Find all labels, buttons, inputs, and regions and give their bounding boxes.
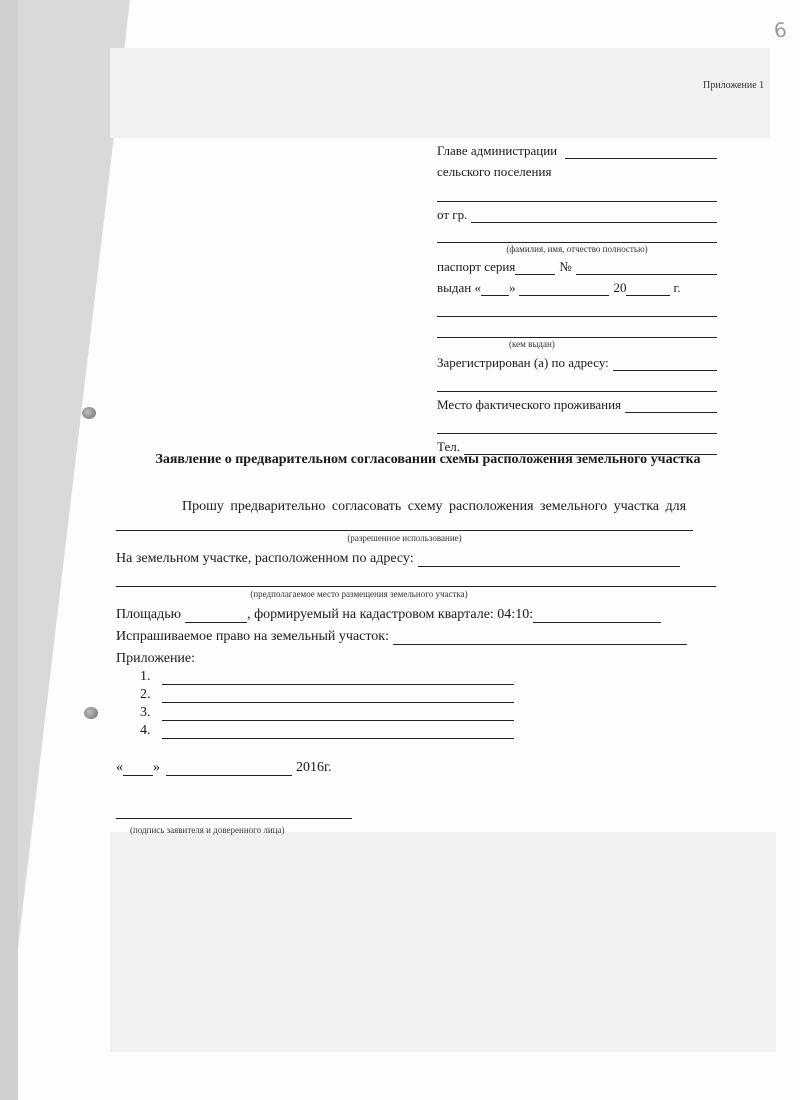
area-field[interactable] — [185, 610, 247, 623]
appendix-label: Приложение 1 — [703, 80, 765, 91]
settlement-name-field[interactable] — [565, 146, 717, 159]
located-address-field[interactable] — [418, 554, 680, 567]
permitted-use-field[interactable] — [116, 518, 693, 531]
settlement-line — [437, 159, 717, 180]
placement-line — [116, 567, 772, 587]
quarter-label: , формируемый на кадастровом квартале: 04:10: — [247, 607, 534, 622]
attachment-field[interactable] — [162, 672, 514, 685]
attachment-number: 2. — [140, 687, 151, 702]
attachment-item — [140, 667, 772, 685]
area-label: Площадью — [116, 607, 182, 622]
year-suffix: г. — [673, 280, 681, 295]
attachment-field[interactable] — [162, 726, 514, 739]
blank-line-1 — [437, 180, 717, 202]
attachment-heading-line — [116, 645, 772, 667]
document-title: Заявление о предварительном согласовании схемы расположения земельного участка — [155, 452, 701, 467]
attachment-item — [140, 685, 772, 703]
applicant-name-field[interactable] — [471, 210, 717, 223]
issued-by-line-2 — [437, 317, 717, 338]
permitted-use-caption: (разрешенное использование) — [347, 533, 462, 543]
from-line — [437, 202, 717, 223]
residence-line-2 — [437, 413, 717, 434]
attachment-item — [140, 703, 772, 721]
issued-label: выдан « — [437, 280, 481, 295]
right-line — [116, 623, 772, 645]
permitted-use-line — [116, 515, 772, 531]
attachment-field[interactable] — [162, 690, 514, 703]
residence-line — [437, 392, 717, 413]
punch-hole-lower — [84, 707, 98, 719]
phone-label: Тел. — [437, 439, 460, 454]
date-year: 2016г. — [296, 760, 332, 775]
issued-quote-close: » — [508, 280, 516, 295]
residence-address-field-2[interactable] — [437, 421, 717, 434]
area-line — [116, 601, 772, 623]
issued-by-field-2[interactable] — [437, 325, 717, 338]
scan-ghost-bottom — [110, 832, 776, 1052]
issued-by-line-1 — [437, 296, 717, 317]
registered-address-field-2[interactable] — [437, 379, 717, 392]
applicant-name-field-2[interactable] — [437, 230, 717, 243]
year-prefix: 20 — [613, 280, 627, 295]
handwritten-page-number: 6 — [772, 17, 789, 43]
registered-line-2 — [437, 371, 717, 392]
attachment-list — [140, 667, 772, 739]
page-edge-shadow — [0, 0, 18, 1100]
signature-caption: (подпись заявителя и доверенного лица) — [130, 825, 285, 835]
scan-ghost-top — [110, 48, 770, 138]
fio-caption: (фамилия, имя, отчество полностью) — [506, 244, 648, 254]
application-body — [116, 493, 772, 739]
head-label: Главе администрации — [437, 143, 558, 158]
attachment-label: Приложение: — [116, 651, 196, 666]
passport-number-field[interactable] — [576, 262, 717, 275]
attachment-number: 4. — [140, 723, 151, 738]
attachment-field[interactable] — [162, 708, 514, 721]
date-close-quote: » — [153, 760, 160, 775]
passport-series-label: паспорт серия — [437, 259, 516, 274]
punch-hole-upper — [82, 407, 96, 419]
signature-field[interactable] — [116, 818, 352, 819]
right-label: Испрашиваемое право на земельный участок: — [116, 629, 389, 644]
attachment-number: 1. — [140, 669, 151, 684]
attachment-number: 3. — [140, 705, 151, 720]
registered-line — [437, 349, 717, 371]
date-open-quote: « — [116, 760, 123, 775]
issued-by-field-1[interactable] — [437, 304, 717, 317]
issued-by-caption: (кем выдан) — [509, 339, 555, 349]
request-text: Прошу предварительно согласовать схему расположения земельного участка для — [182, 499, 687, 514]
issued-line — [437, 275, 717, 296]
registered-address-field[interactable] — [613, 358, 717, 371]
issued-year-field[interactable] — [626, 283, 670, 296]
right-field[interactable] — [393, 632, 687, 645]
head-line — [437, 138, 717, 159]
residence-address-field[interactable] — [625, 400, 717, 413]
located-label: На земельном участке, расположенном по адресу: — [116, 551, 414, 566]
fio-line — [437, 223, 717, 243]
blank-field-1[interactable] — [437, 189, 717, 202]
date-month-field[interactable] — [166, 763, 292, 776]
issued-day-field[interactable] — [481, 283, 509, 296]
placement-caption: (предполагаемое место размещения земельного участка) — [250, 589, 468, 599]
issued-month-field[interactable] — [519, 283, 609, 296]
residence-label: Место фактического проживания — [437, 397, 622, 412]
attachment-item — [140, 721, 772, 739]
date-row — [116, 760, 332, 776]
date-day-field[interactable] — [123, 763, 153, 776]
settlement-label: сельского поселения — [437, 164, 552, 179]
passport-number-label: № — [559, 259, 572, 274]
cadastral-quarter-field[interactable] — [533, 610, 661, 623]
from-label: от гр. — [437, 207, 468, 222]
located-line — [116, 545, 772, 567]
registered-label: Зарегистрирован (а) по адресу: — [437, 355, 609, 370]
placement-field[interactable] — [116, 574, 716, 587]
passport-line — [437, 254, 717, 275]
passport-series-field[interactable] — [515, 262, 555, 275]
addressee-block — [437, 138, 717, 455]
request-line — [116, 493, 772, 515]
